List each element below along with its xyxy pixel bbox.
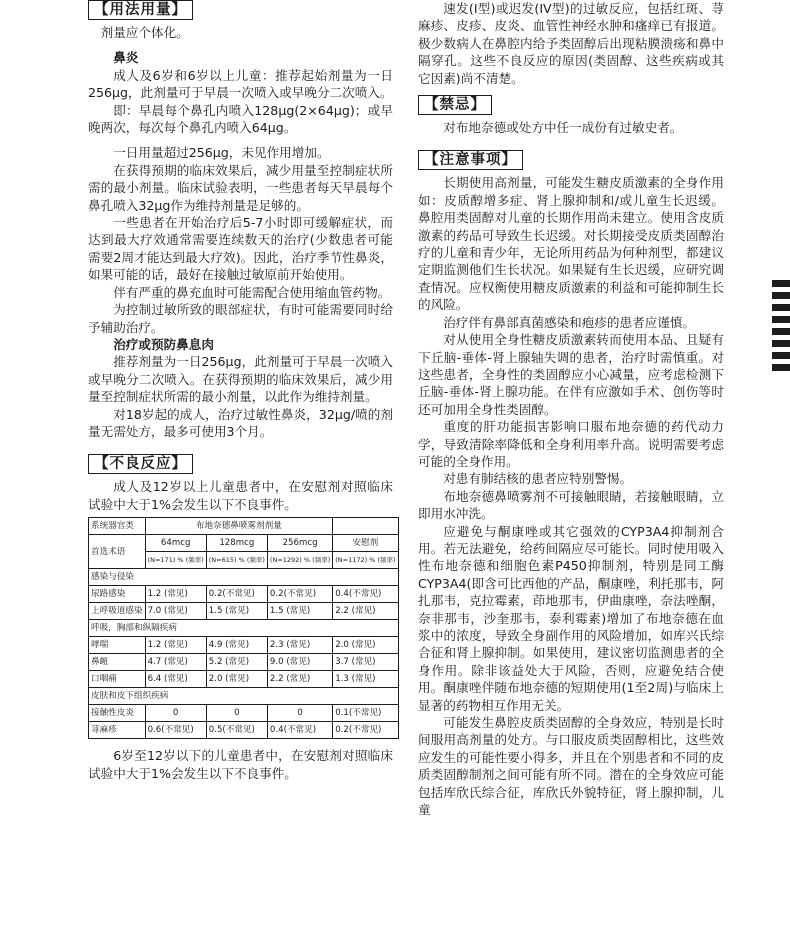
dosage-paragraph: 为控制过敏所致的眼部症状，有时可能需要同时给予辅助治疗。 <box>88 302 393 335</box>
table-cell: 0.2(不常见) <box>206 586 267 603</box>
tab-marker <box>772 292 790 299</box>
table-term-cell: 荨麻疹 <box>89 722 146 739</box>
table-cell: 1.2 (常见) <box>145 586 206 603</box>
tab-marker <box>772 352 790 359</box>
tab-marker <box>772 316 790 323</box>
table-row <box>89 654 399 671</box>
adverse-continued: 速发(I型)或迟发(IV型)的过敏反应，包括红斑、荨麻疹、皮疹、皮炎、血管性神经水肿和瘙痒已有报道。极少数病人在鼻腔内给予类固醇后出现粘膜溃疡和鼻中隔穿孔。这些不良反应的原因(类固醇、这些疾病或其它因素)尚不清楚。 <box>418 1 724 86</box>
table-term-cell: 接触性皮炎 <box>89 705 146 722</box>
table-group-row <box>89 569 399 586</box>
table-row <box>89 637 399 654</box>
table-row <box>89 603 399 620</box>
precautions-paragraph: 对患有肺结核的患者应特别警惕。 <box>443 471 633 487</box>
table-term-cell: 哮喘 <box>89 637 146 654</box>
table-header-cell: 首选术语 <box>89 535 146 569</box>
table-header-cell: 256mcg <box>267 535 332 552</box>
table-cell: 0.2(不常见) <box>267 586 332 603</box>
dosage-heading: 【用法用量】 <box>88 0 193 20</box>
precautions-heading: 【注意事项】 <box>418 150 523 170</box>
table-cell: 5.2 (常见) <box>206 654 267 671</box>
table-term-cell: 鼻衄 <box>89 654 146 671</box>
table-term-cell: 口咽痛 <box>89 671 146 688</box>
table-cell: 3.7 (常见) <box>333 654 398 671</box>
dosage-intro: 剂量应个体化。 <box>100 25 189 40</box>
table-cell: 0.1(不常见) <box>333 705 398 722</box>
tab-marker <box>772 280 790 287</box>
table-cell: 2.2 (常见) <box>267 671 332 688</box>
table-header-cell: 系统器官类 <box>89 518 146 535</box>
table-cell: 1.5 (常见) <box>267 603 332 620</box>
table-cell: 2.2 (常见) <box>333 603 398 620</box>
precautions-paragraph: 重度的肝功能损害影响口服布地奈德的药代动力学，导致清除率降低和全身利用率升高。说明需要考虑可能的全身作用。 <box>418 419 724 469</box>
adverse-heading-text: 不良反应 <box>109 456 172 473</box>
table-row <box>89 705 399 722</box>
table-cell: 0.2(不常见) <box>333 722 398 739</box>
table-header-row <box>89 535 399 552</box>
left-column <box>88 0 396 782</box>
table-term-cell: 尿路感染 <box>89 586 146 603</box>
table-row <box>89 586 399 603</box>
table-cell: 2.3 (常见) <box>267 637 332 654</box>
table-term-cell: 上呼吸道感染 <box>89 603 146 620</box>
dosage-paragraph: 即：早晨每个鼻孔内喷入128μg(2×64μg)；或早晚两次，每次每个鼻孔内喷入64μg。 <box>88 102 393 136</box>
dosage-paragraph: 对18岁起的成人，治疗过敏性鼻炎，32μg/喷的剂量无需处方，最多可使用3个月。 <box>88 406 393 439</box>
adverse-intro: 成人及12岁以上儿童患者中，在安慰剂对照临床试验中大于1%会发生以下不良事件。 <box>88 479 393 512</box>
precautions-paragraph: 布地奈德鼻喷雾剂不可接触眼睛，若接触眼睛，立即用水冲洗。 <box>418 488 724 522</box>
table-header-cell <box>333 518 398 535</box>
table-row <box>89 722 399 739</box>
table-header-cell: 布地奈德鼻喷雾剂剂量 <box>145 518 333 535</box>
section-tab-markers <box>772 280 790 376</box>
table-cell: 2.0 (常见) <box>333 637 398 654</box>
table-cell: 9.0 (常见) <box>267 654 332 671</box>
polyp-title: 治疗或预防鼻息肉 <box>113 336 214 352</box>
right-column <box>418 0 724 818</box>
table-group-cell: 感染与侵染 <box>89 569 399 586</box>
table-header-cell: 安慰剂 <box>333 535 398 552</box>
precautions-paragraph: 应避免与酮康唑或其它强效的CYP3A4抑制剂合用。若无法避免，给药间隔应尽可能长。同时使用吸入性布地奈德和细胞色素P450抑制剂，特别是同工酶CYP3A4(即含可比西他的产品，酮康唑，利托那韦，阿扎那韦，克拉霉素，茚地那韦，伊曲康唑，奈法唑酮，奈非那韦，沙奎那韦，泰利霉素)增加了布地奈德在血浆中的浓度，导致全身副作用的风险增加，如库兴氏综合征和肾上腺抑制。如果使用，建议密切监测患者的全身作用。除非该益处大于风险，否则，应避免结合使用。酮康唑伴随布地奈德的短期使用(1至2周)与临床上显著的药物相互作用无关。 <box>418 523 724 713</box>
table-group-cell: 呼吸，胸部和纵隔疾病 <box>89 620 399 637</box>
adverse-heading: 【不良反应】 <box>88 454 193 474</box>
table-group-cell: 皮肤和皮下组织疾病 <box>89 688 399 705</box>
precautions-paragraph: 对从使用全身性糖皮质激素转而使用本品、且疑有下丘脑-垂体-肾上腺轴失调的患者，治疗时需慎重。对这些患者，全身性的类固醇应小心减量，应考虑检测下丘脑-垂体-肾上腺功能。在伴有应激如手术、创伤等时还可加用全身性类固醇。 <box>418 332 724 417</box>
table-cell: 7.0 (常见) <box>145 603 206 620</box>
table-header-cell: 128mcg <box>206 535 267 552</box>
table-cell: 0.4(不常见) <box>267 722 332 739</box>
table-cell: 0 <box>145 705 206 722</box>
table-cell: 4.7 (常见) <box>145 654 206 671</box>
table-cell: 0 <box>206 705 267 722</box>
contra-text: 对布地奈德或处方中任一成份有过敏史者。 <box>443 120 683 136</box>
table-cell: 1.3 (常见) <box>333 671 398 688</box>
table-header-cell: 64mcg <box>145 535 206 552</box>
precautions-paragraph: 治疗伴有鼻部真菌感染和疱疹的患者应谨慎。 <box>443 314 696 330</box>
table-header-cell: (N=1292) % (频率) <box>267 552 332 569</box>
table-body <box>89 569 399 739</box>
dosage-paragraph: 成人及6岁和6岁以上儿童：推荐起始剂量为一日256μg，此剂量可于早晨一次喷入或早晚分二次喷入。 <box>88 67 393 101</box>
dosage-paragraph: 一些患者在开始治疗后5-7小时即可缓解症状，而达到最大疗效通常需要连续数天的治疗(少数患者可能需要2周才能达到最大疗效)。因此，治疗季节性鼻炎，如果可能的话，最好在接触过敏原前开始使用。 <box>88 215 393 283</box>
table-cell: 0 <box>267 705 332 722</box>
dosage-paragraph: 伴有严重的鼻充血时可能需配合使用缩血管药物。 <box>113 284 391 300</box>
table-header-cell: (N=1172) % (频率) <box>333 552 398 569</box>
table-cell: 1.2 (常见) <box>145 637 206 654</box>
dosage-paragraph: 一日用量超过256μg，未见作用增加。 <box>113 145 330 161</box>
precautions-heading-text: 注意事项 <box>439 152 502 169</box>
dosage-paragraph: 推荐剂量为一日256μg，此剂量可于早晨一次喷入或早晚分二次喷入。在获得预期的临床效果后，减少用量至控制症状所需的最小剂量，以此作为维持剂量。 <box>88 354 393 405</box>
adverse-events-table <box>88 517 399 739</box>
table-header-cell: (N=171) % (频率) <box>145 552 206 569</box>
table-cell: 1.5 (常见) <box>206 603 267 620</box>
table-header-cell: (N=615) % (频率) <box>206 552 267 569</box>
tab-marker <box>772 304 790 311</box>
adverse-after: 6岁至12岁以下的儿童患者中，在安慰剂对照临床试验中大于1%会发生以下不良事件。 <box>88 748 393 781</box>
rhinitis-title: 鼻炎 <box>113 50 139 66</box>
table-row <box>89 671 399 688</box>
table-cell: 4.9 (常见) <box>206 637 267 654</box>
table-cell: 2.0 (常见) <box>206 671 267 688</box>
precautions-paragraph: 长期使用高剂量，可能发生糖皮质激素的全身作用如：皮质醇增多症、肾上腺抑制和/或儿童生长迟缓。鼻腔用类固醇对儿童的长期作用尚未建立。使用含皮质激素的药品可导致生长迟缓。对长期接受皮质类固醇治疗的儿童和青少年，无论所用药品为何种剂型，都建议定期监测他们生长状况。如果疑有生长迟缓，应研究调查情况。应权衡使用糖皮质激素的利益和可能抑制生长的风险。 <box>418 175 724 313</box>
dosage-paragraph: 在获得预期的临床效果后，减少用量至控制症状所需的最小剂量。临床试验表明，一些患者每天早晨每个鼻孔喷入32μg作为维持剂量是足够的。 <box>88 162 393 213</box>
table-cell: 6.4 (常见) <box>145 671 206 688</box>
dosage-heading-text: 用法用量 <box>109 2 172 18</box>
contra-heading-text: 禁忌 <box>439 97 471 114</box>
table-header-row <box>89 518 399 535</box>
tab-marker <box>772 328 790 335</box>
table-cell: 0.6(不常见) <box>145 722 206 739</box>
table-group-row <box>89 688 399 705</box>
table-group-row <box>89 620 399 637</box>
tab-marker <box>772 364 790 371</box>
table-cell: 0.4(不常见) <box>333 586 398 603</box>
table-cell: 0.5(不常见) <box>206 722 267 739</box>
tab-marker <box>772 340 790 347</box>
contra-heading: 【禁忌】 <box>418 95 492 115</box>
precautions-paragraph: 可能发生鼻腔皮质类固醇的全身效应，特别是长时间服用高剂量的处方。与口服皮质类固醇相比，这些效应发生的可能性要小得多，并且在个别患者和不同的皮质类固醇制剂之间可能有所不同。潜在的全身效应可能包括库欣氏综合征，库欣氏外貌特征，肾上腺抑制，儿童 <box>418 715 724 818</box>
